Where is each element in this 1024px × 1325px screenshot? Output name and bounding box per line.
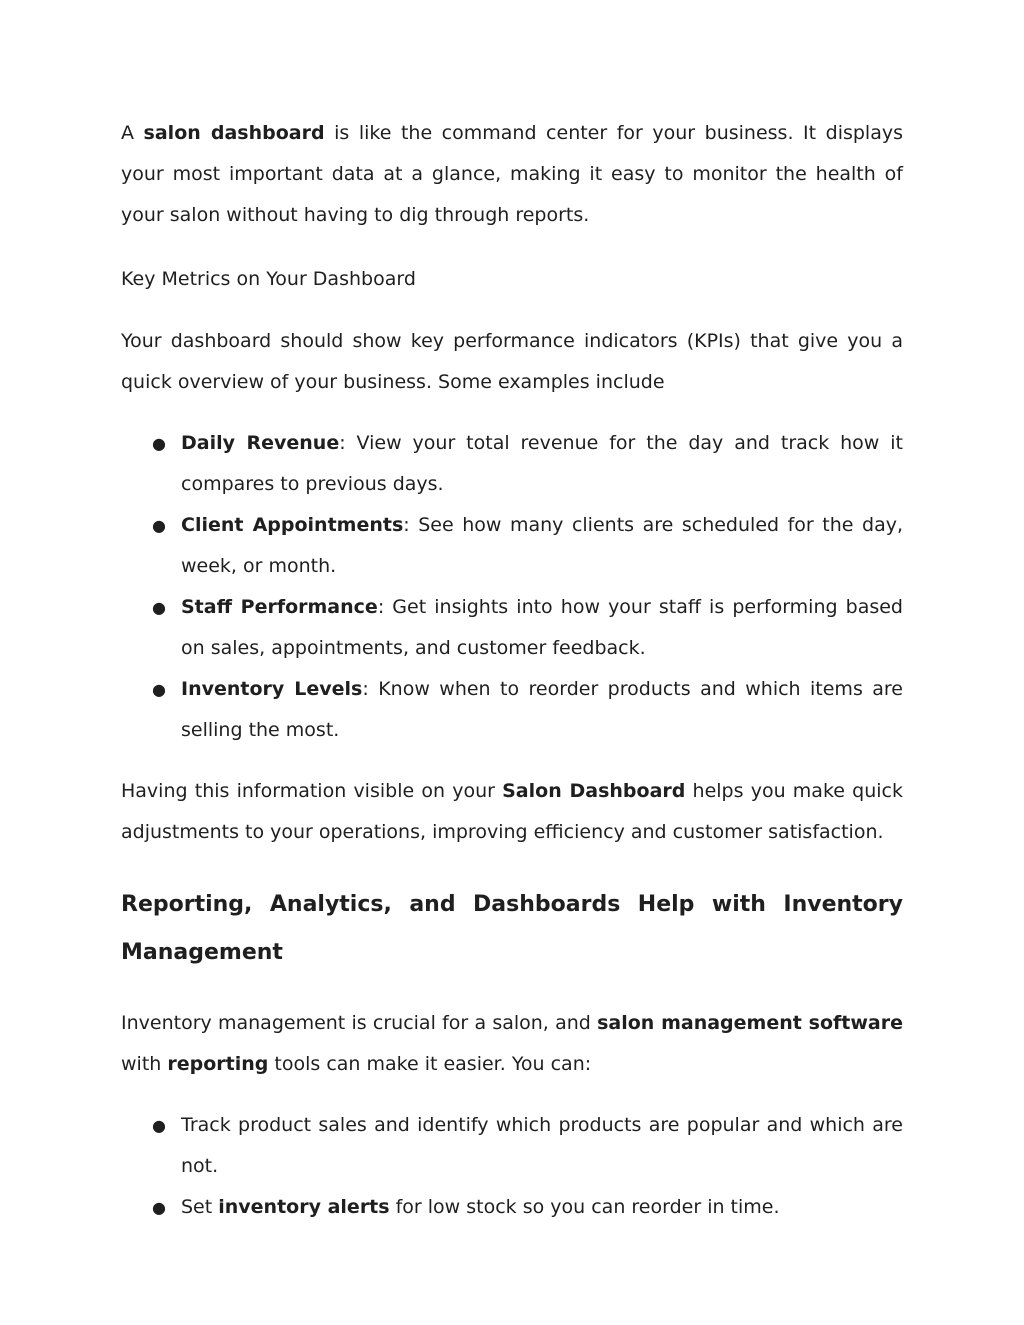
list-item-text: Track product sales and identify which products are popular and which are not.: [181, 1114, 903, 1177]
heading-word: Inventory: [783, 892, 903, 917]
heading-word: with: [711, 892, 766, 917]
kpi-intro-paragraph: Your dashboard should show key performance indicators (KPIs) that give you a quick overview of your business. Some examples include: [121, 330, 903, 393]
summary-prefix: Having this information visible on your: [121, 780, 503, 802]
list-item: [121, 423, 903, 505]
inventory-list: [121, 1105, 903, 1228]
heading-word: Dashboards: [473, 892, 621, 917]
bullet-icon: ●: [152, 1198, 166, 1217]
kpi-list: [121, 423, 903, 751]
inventory-bold-term: salon management software: [597, 1012, 903, 1034]
kpi-term: Daily Revenue: [181, 432, 340, 454]
bullet-icon: ●: [152, 598, 166, 617]
intro-suffix: is like the command center for your business. It displays your most important data at a glance, making it easy to monitor the health of your salon without having to dig through reports.: [121, 122, 903, 226]
section-heading-line2: Management: [121, 940, 283, 965]
list-item-bold: inventory alerts: [218, 1196, 390, 1218]
inventory-intro-paragraph: [121, 1003, 903, 1085]
intro-paragraph: [121, 113, 903, 236]
bullet-icon: ●: [152, 516, 166, 535]
list-item-text: for low stock so you can reorder in time.: [389, 1196, 780, 1218]
heading-word: Reporting,: [121, 892, 253, 917]
list-item: [121, 587, 903, 669]
list-item: [121, 1105, 903, 1187]
bullet-icon: ●: [152, 434, 166, 453]
heading-word: Help: [637, 892, 695, 917]
kpi-description: : Know when to reorder products and which items are selling the most.: [181, 678, 903, 741]
summary-suffix: helps you make quick adjustments to your operations, improving efficiency and customer satisfaction.: [121, 780, 903, 843]
inventory-intro-text: tools can make it easier. You can:: [268, 1053, 592, 1075]
bullet-icon: ●: [152, 1116, 166, 1135]
summary-paragraph: [121, 771, 903, 853]
kpi-description: : View your total revenue for the day and track how it compares to previous days.: [181, 432, 903, 495]
section-heading-line1: [121, 881, 903, 929]
inventory-bold-term: reporting: [167, 1053, 269, 1075]
summary-bold-term: Salon Dashboard: [502, 780, 686, 802]
bullet-icon: ●: [152, 680, 166, 699]
list-item: [121, 505, 903, 587]
document-page: [121, 113, 903, 1228]
list-item-text: Set: [181, 1196, 219, 1218]
heading-word: Analytics,: [269, 892, 392, 917]
subheading-key-metrics: Key Metrics on Your Dashboard: [121, 268, 416, 290]
inventory-intro-text: Inventory management is crucial for a salon, and: [121, 1012, 598, 1034]
section-heading: [121, 881, 903, 977]
kpi-description: : See how many clients are scheduled for the day, week, or month.: [181, 514, 904, 577]
heading-word: and: [409, 892, 456, 917]
intro-bold-term: salon dashboard: [143, 122, 325, 144]
list-item: [121, 669, 903, 751]
intro-prefix: A: [121, 122, 144, 144]
kpi-term: Client Appointments: [181, 514, 404, 536]
kpi-term: Staff Performance: [181, 596, 378, 618]
kpi-term: Inventory Levels: [181, 678, 363, 700]
list-item: [121, 1187, 903, 1228]
kpi-description: : Get insights into how your staff is performing based on sales, appointments, and customer feedback.: [181, 596, 903, 659]
inventory-intro-text: with: [121, 1053, 168, 1075]
